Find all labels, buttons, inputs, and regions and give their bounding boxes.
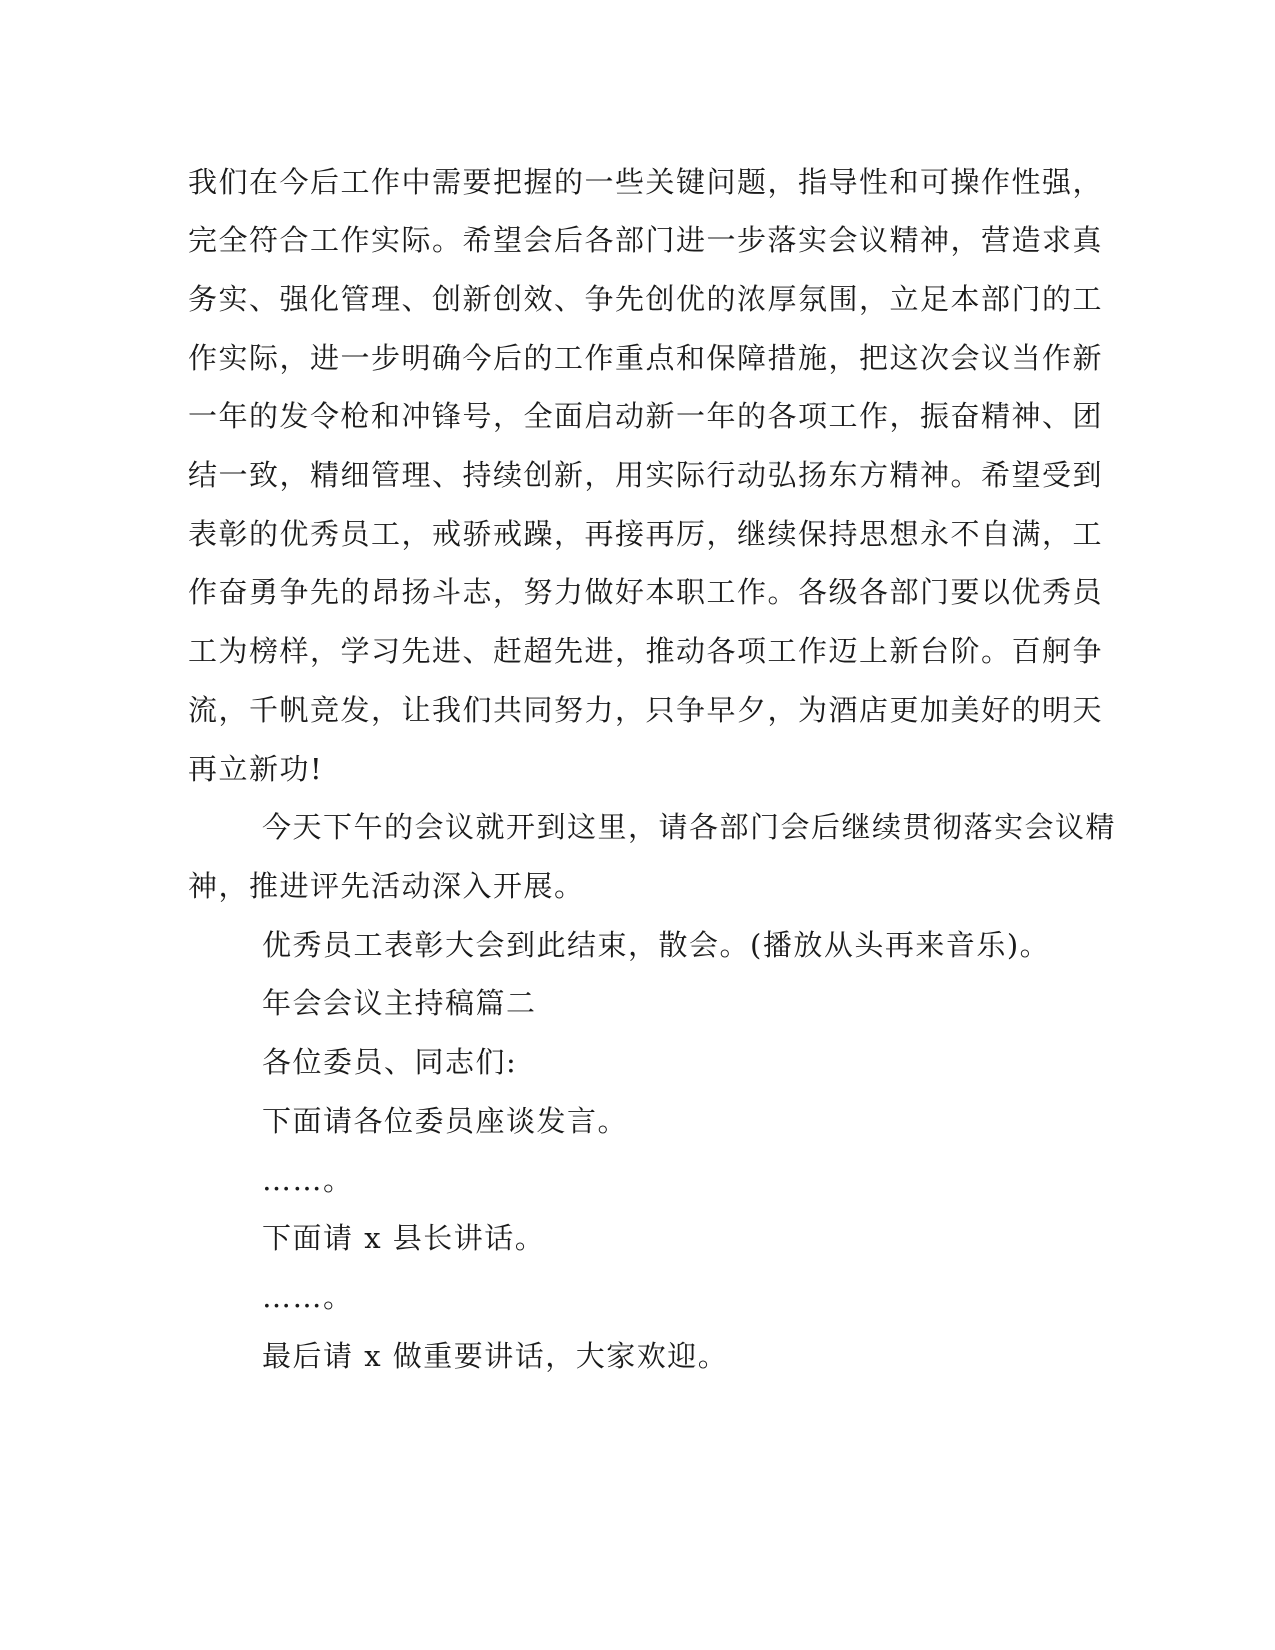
text-line: 结一致，精细管理、持续创新，用实际行动弘扬东方精神。希望受到 xyxy=(188,458,1104,492)
text-line: 完全符合工作实际。希望会后各部门进一步落实会议精神，营造求真 xyxy=(188,223,1104,257)
text-line: 最后请 x 做重要讲话，大家欢迎。 xyxy=(262,1339,729,1373)
section-heading: 年会会议主持稿篇二 xyxy=(262,986,537,1020)
text-line: 作奋勇争先的昂扬斗志，努力做好本职工作。各级各部门要以优秀员 xyxy=(188,575,1104,609)
text-line: ……。 xyxy=(262,1280,354,1314)
text-line: 务实、强化管理、创新创效、争先创优的浓厚氛围，立足本部门的工 xyxy=(188,282,1104,316)
text-line: 神，推进评先活动深入开展。 xyxy=(188,869,585,903)
text-line: 作实际，进一步明确今后的工作重点和保障措施，把这次会议当作新 xyxy=(188,341,1104,375)
text-line: 下面请各位委员座谈发言。 xyxy=(262,1104,629,1138)
text-line: 我们在今后工作中需要把握的一些关键问题，指导性和可操作性强， xyxy=(188,165,1104,199)
text-line: 表彰的优秀员工，戒骄戒躁，再接再厉，继续保持思想永不自满，工 xyxy=(188,517,1104,551)
text-line: ……。 xyxy=(262,1163,354,1197)
text-line: 流，千帆竞发，让我们共同努力，只争早夕，为酒店更加美好的明天 xyxy=(188,693,1104,727)
text-line: 各位委员、同志们: xyxy=(262,1045,518,1079)
text-line: 一年的发令枪和冲锋号，全面启动新一年的各项工作，振奋精神、团 xyxy=(188,399,1104,433)
text-line: 优秀员工表彰大会到此结束，散会。(播放从头再来音乐)。 xyxy=(262,928,1051,962)
text-line: 下面请 x 县长讲话。 xyxy=(262,1221,546,1255)
text-line: 工为榜样，学习先进、赶超先进，推动各项工作迈上新台阶。百舸争 xyxy=(188,634,1104,668)
text-line: 再立新功! xyxy=(188,752,324,786)
text-line: 今天下午的会议就开到这里，请各部门会后继续贯彻落实会议精 xyxy=(262,810,1117,844)
